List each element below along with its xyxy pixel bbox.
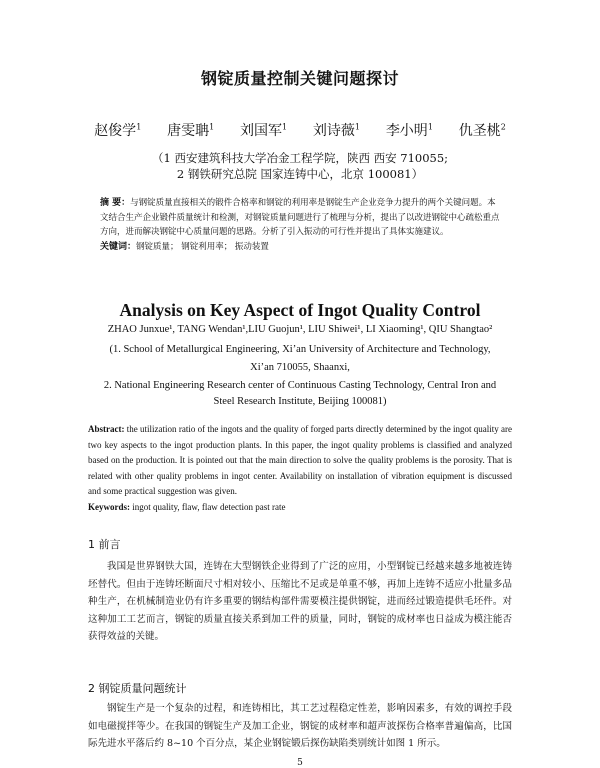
section-paragraph: 钢锭生产是一个复杂的过程，和连铸相比，其工艺过程稳定性差，影响因素多，有效的调控手段如电磁搅拌等少。在我国的钢锭生产及加工企业，钢锭的成材率和超声波探伤合格率普遍偏高，比国际先进水平落后约 8~10 个百分点，某企业钢锭锻后探伤缺陷类别统计如图 1 所示。 bbox=[88, 703, 512, 749]
author-name: 赵俊学 bbox=[94, 123, 137, 139]
english-authors: ZHAO Junxue¹, TANG Wendan¹,LIU Guojun¹, LIU Shiwei¹, LI Xiaoming¹, QIU Shangtao² bbox=[107, 324, 493, 335]
author-name: 仇圣桃 bbox=[458, 123, 501, 139]
chinese-title: 钢锭质量控制关键问题探讨 bbox=[200, 69, 399, 88]
english-abstract bbox=[88, 422, 512, 500]
english-keywords bbox=[88, 502, 512, 512]
english-abstract-label: Abstract: bbox=[88, 424, 125, 434]
author-sup: 1 bbox=[282, 122, 288, 132]
section-paragraph: 我国是世界钢铁大国，连铸在大型钢铁企业得到了广泛的应用，小型钢锭已经越来越多地被连铸坯替代。但由于连铸坯断面尺寸相对较小、压缩比不足或是单重不够，再加上连铸不适应小批量多品种生产，在机械制造业仍有许多重要的钢结构部件需要模注提供钢锭，进而经过锻造提供毛坯件。对这种加工工艺而言，钢锭的质量直接关系到加工件的质量，同时，钢锭的成材率也日益成为模注能否获得效益的关键。 bbox=[88, 561, 512, 642]
author-sup: 1 bbox=[354, 122, 360, 132]
english-affiliation-2a: 2. National Engineering Research center of Continuous Casting Technology, Central Iron and bbox=[103, 380, 497, 391]
author-name: 唐雯聃 bbox=[167, 123, 210, 139]
chinese-abstract-label: 摘 要： bbox=[100, 198, 131, 208]
author-name: 刘国军 bbox=[240, 123, 282, 139]
chinese-affiliation-2: 2 钢铁研究总院 国家连铸中心，北京 100081） bbox=[176, 167, 424, 181]
author-name: 刘诗薇 bbox=[312, 123, 355, 139]
english-affiliation-2b: Steel Research Institute, Beijing 100081) bbox=[213, 396, 387, 407]
author-sup: 1 bbox=[209, 122, 215, 132]
author-sup: 1 bbox=[427, 122, 433, 132]
chinese-authors bbox=[0, 120, 600, 140]
chinese-keywords-label: 关键词： bbox=[100, 241, 137, 252]
english-keywords-label: Keywords: bbox=[88, 502, 130, 512]
chinese-affiliation-1: （1 西安建筑科技大学冶金工程学院，陕西 西安 710055; bbox=[151, 151, 449, 165]
chinese-abstract-text: 与钢锭质量直接相关的锻件合格率和钢锭的利用率是钢锭生产企业竞争力提升的两个关键问题。本文结合生产企业锻件质量统计和检测，对钢锭质量问题进行了梳理与分析，提出了以改进钢锭中心疏松重点方向，进而解决钢锭中心质量问题的思路。分析了引入振动的可行性并提出了具体实施建议。 bbox=[100, 198, 500, 237]
english-title: Analysis on Key Aspect of Ingot Quality Control bbox=[119, 300, 481, 320]
author-sup: 2 bbox=[500, 122, 506, 132]
section-title: 2 钢锭质量问题统计 bbox=[88, 682, 187, 695]
page-number: 5 bbox=[297, 758, 303, 768]
chinese-keywords-text: 钢锭质量； 钢锭利用率； 振动装置 bbox=[136, 241, 269, 252]
author-sup: 1 bbox=[136, 122, 142, 132]
section-title: 1 前言 bbox=[88, 538, 121, 551]
chinese-abstract bbox=[100, 196, 500, 254]
english-abstract-text: the utilization ratio of the ingots and the quality of forged parts directly determined by the ingot quality are two key aspects to the ingot production plants. In this paper, the ingot quality problems is classified and analyzed based on the production. It is pointed out that the main direction to solve the quality problems is the porosity. That is related with other quality problems in ingot center. Availability on installation of vibration equipment is discussed and some practical suggestion was given. bbox=[88, 424, 512, 496]
english-affiliation-1a: (1. School of Metallurgical Engineering, Xi’an University of Architecture and Technology, bbox=[109, 344, 491, 355]
english-affiliation-1b: Xi’an 710055, Shaanxi, bbox=[250, 362, 350, 373]
author-name: 李小明 bbox=[385, 123, 428, 139]
english-keywords-text: ingot quality, flaw, flaw detection past rate bbox=[132, 502, 286, 512]
